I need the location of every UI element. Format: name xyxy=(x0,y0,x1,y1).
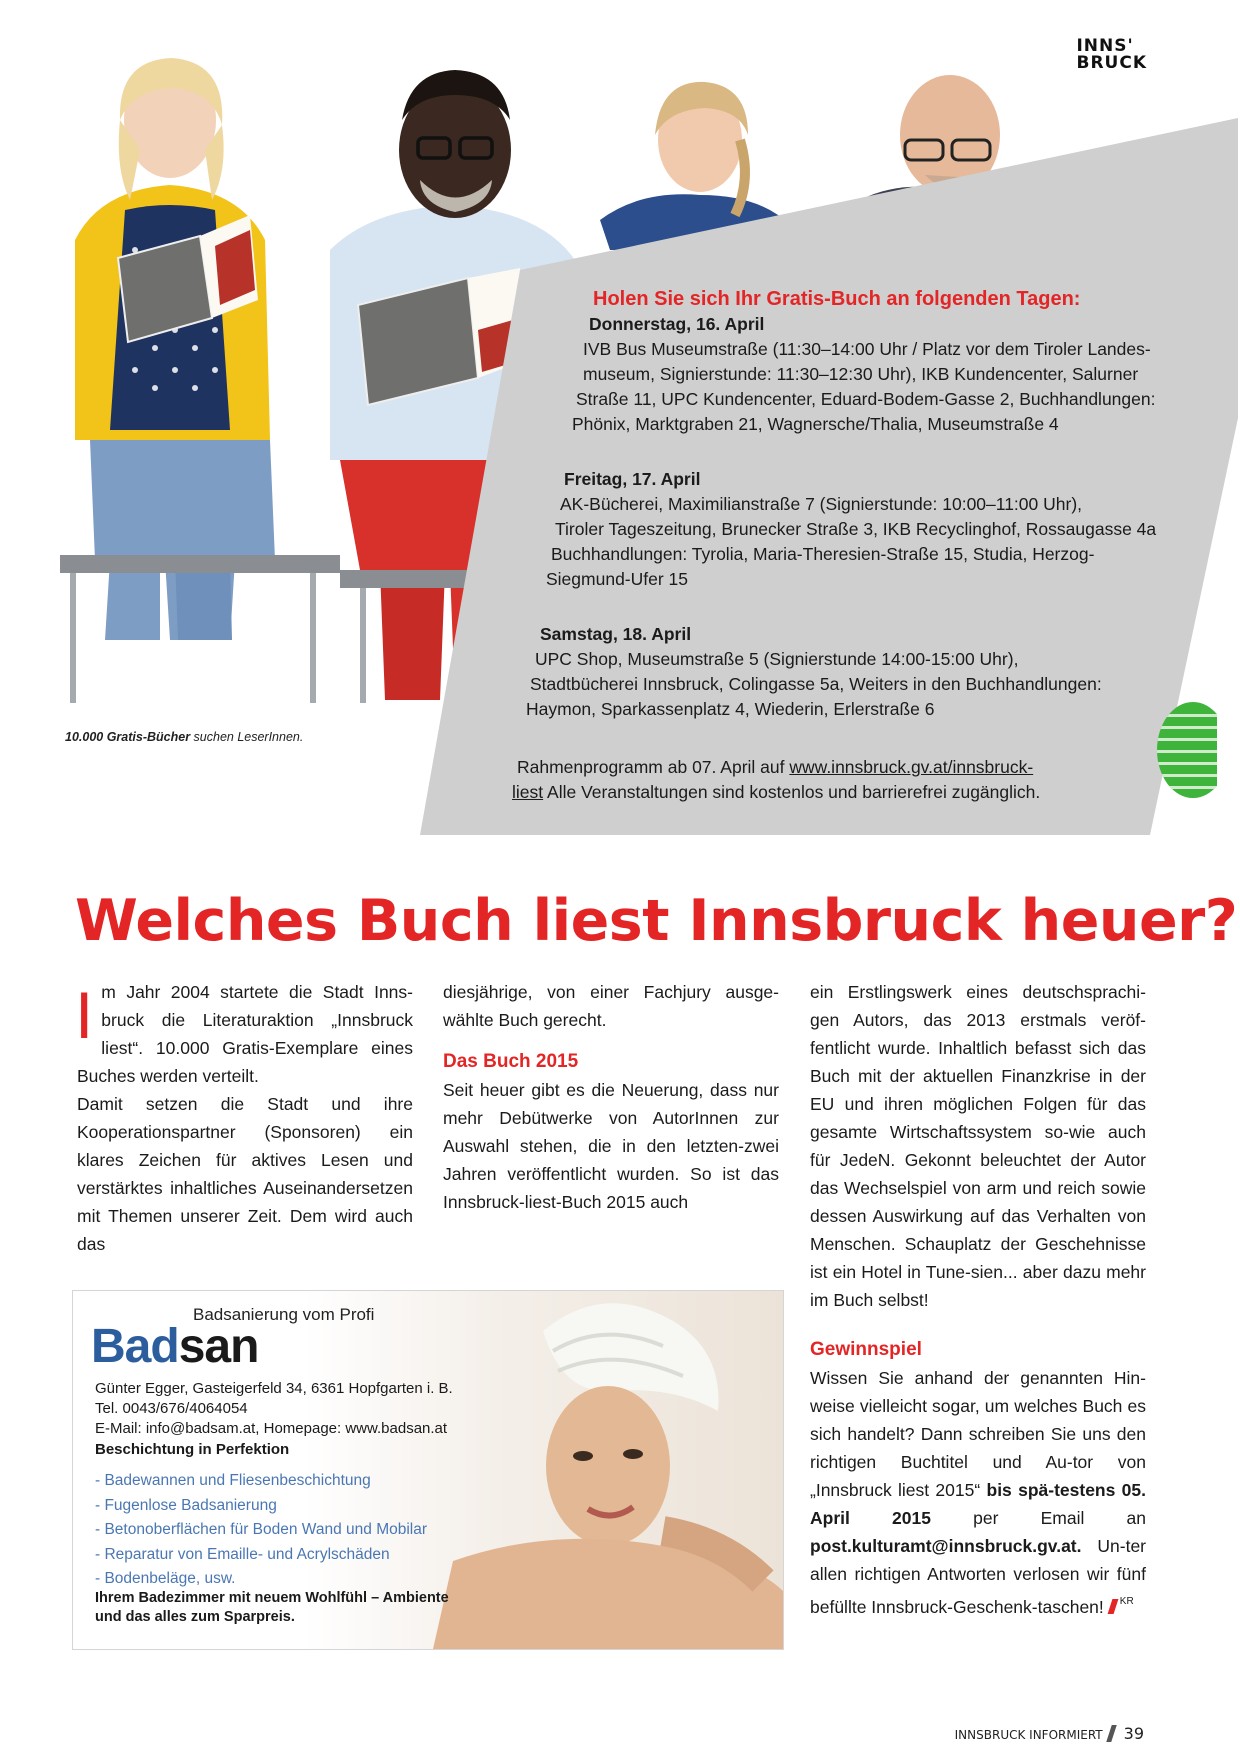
green-egg-icon xyxy=(1155,690,1217,800)
logo-line-1: INNS' xyxy=(1076,36,1134,56)
contest-email[interactable]: post.kulturamt@innsbruck.gv.at. xyxy=(810,1536,1082,1556)
ad-service-item: - Bodenbeläge, usw. xyxy=(95,1570,236,1587)
logo-line-2: BRUCK xyxy=(1076,53,1147,73)
day-line: Buchhandlungen: Tyrolia, Maria-Theresien-Straße 15, Studia, Herzog- xyxy=(551,544,1095,564)
caption-rest: suchen LeserInnen. xyxy=(190,730,304,744)
subheading-das-buch: Das Buch 2015 xyxy=(443,1051,579,1072)
ad-footer: Ihrem Badezimmer mit neuem Wohlfühl – Ambiente und das alles zum Sparpreis. xyxy=(95,1590,449,1625)
page-number: 39 xyxy=(1123,1724,1144,1743)
day-line: Haymon, Sparkassenplatz 4, Wiederin, Erlerstraße 6 xyxy=(526,699,935,719)
article-headline: Welches Buch liest Innsbruck heuer? xyxy=(75,888,1238,954)
ad-service-item: - Reparatur von Emaille- und Acrylschäden xyxy=(95,1545,390,1563)
day-line: Stadtbücherei Innsbruck, Colingasse 5a, Weiters in den Buchhandlungen: xyxy=(530,674,1102,694)
paragraph-contest: Wissen Sie anhand der genannten Hin-weise vielleicht sogar, um welches Buch es sich handelt? Dann schreiben Sie uns den richtigen Buchtitel und Au-tor von „Innsbruck liest 2015“ bis spä-testens 05. April 2015 per Email an post.kulturamt@innsbruck.gv.at. Un-ter allen richtigen Antworten verlosen wir fünf befüllte Innsbruck-Geschenk-taschen! $^{KR}$ xyxy=(810,1368,1146,1617)
paragraph: ein Erstlingswerk eines deutschsprachi-gen Autors, das 2013 erstmals veröf-fentlicht wurde. Inhaltlich befasst sich das Buch mit der aktuellen Finanzkrise in der EU und ihren möglichen Folgen für das gesamte Wirtschaftssystem so-wie auch für JedeN. Gekonnt beleuchtet der Autor das Wechselspiel von arm und reich sowie dessen Auswirkung auf das Verhalten von Menschen. Schauplatz der Geschehnisse ist ein Hotel in Tune-sien... aber dazu mehr im Buch selbst! xyxy=(810,982,1146,1310)
bench-left xyxy=(60,555,340,573)
ad-heading: Beschichtung in Perfektion xyxy=(95,1441,290,1458)
day-date: Freitag, 17. April xyxy=(564,469,701,489)
program-link[interactable]: www.innsbruck.gv.at/innsbruck- xyxy=(789,757,1034,777)
ad-service-item: - Badewannen und Fliesenbeschichtung xyxy=(95,1472,371,1489)
deadline: bis spä-testens 05. April 2015 xyxy=(810,1480,1146,1528)
day-line: Straße 11, UPC Kundencenter, Eduard-Bodem-Gasse 2, Buchhandlungen: xyxy=(576,389,1156,409)
day-line: UPC Shop, Museumstraße 5 (Signierstunde 14:00-15:00 Uhr), xyxy=(535,649,1019,669)
day-line: AK-Bücherei, Maximilianstraße 7 (Signierstunde: 10:00–11:00 Uhr), xyxy=(560,494,1083,514)
page-footer xyxy=(955,1724,1144,1743)
program-suffix: Alle Veranstaltungen sind kostenlos und barrierefrei zugänglich. xyxy=(543,782,1041,802)
day-line: museum, Signierstunde: 11:30–12:30 Uhr), IKB Kundencenter, Salurner xyxy=(583,364,1139,384)
day-line: Tiroler Tageszeitung, Brunecker Straße 3, IKB Recyclinghof, Rossaugasse 4a xyxy=(555,519,1157,539)
ad-service-item: - Betonoberflächen für Boden Wand und Mobilar xyxy=(95,1521,428,1538)
article-column-2 xyxy=(443,978,779,1216)
paragraph: diesjährige, von einer Fachjury ausge-wählte Buch gerecht. xyxy=(443,982,779,1030)
ad-address: Günter Egger, Gasteigerfeld 34, 6361 Hopfgarten i. B. xyxy=(95,1380,453,1397)
program-link-cont[interactable]: liest xyxy=(512,782,544,802)
info-panel-bg xyxy=(420,118,1238,835)
paragraph: Damit setzen die Stadt und ihre Kooperationspartner (Sponsoren) ein klares Zeichen für aktives Lesen und verstärktes inhaltliches Auseinandersetzen mit Themen unserer Zeit. Dem wird auch das xyxy=(77,1094,413,1254)
day-line: Phönix, Marktgraben 21, Wagnersche/Thalia, Museumstraße 4 xyxy=(572,414,1059,434)
day-line: Siegmund-Ufer 15 xyxy=(546,569,689,589)
publication-name: INNSBRUCK INFORMIERT xyxy=(954,1728,1103,1742)
ad-email-homepage[interactable]: E-Mail: info@badsam.at, Homepage: www.badsan.at xyxy=(95,1420,448,1437)
program-prefix: Rahmenprogramm ab 07. April auf xyxy=(517,757,790,777)
ad-phone: Tel. 0043/676/4064054 xyxy=(95,1400,248,1417)
paragraph: m Jahr 2004 startete die Stadt Inns-bruck die Literaturaktion „Innsbruck liest“. 10.000 Gratis-Exemplare eines Buches werden verteilt. xyxy=(77,982,413,1086)
ad-contact xyxy=(95,1379,453,1439)
author-signature: KR xyxy=(1119,1596,1134,1607)
subheading-gewinnspiel: Gewinnspiel xyxy=(810,1339,922,1360)
day-date: Samstag, 18. April xyxy=(540,624,692,644)
ad-service-item: - Fugenlose Badsanierung xyxy=(95,1496,277,1514)
badsan-advertisement[interactable] xyxy=(72,1290,784,1650)
reader-woman-yellow xyxy=(75,58,275,640)
day-line: IVB Bus Museumstraße (11:30–14:00 Uhr / Platz vor dem Tiroler Landes- xyxy=(583,339,1151,359)
ad-brand-logo: Badsan xyxy=(91,1320,259,1373)
ad-woman-photo xyxy=(433,1291,783,1649)
panel-heading: Holen Sie sich Ihr Gratis-Buch an folgenden Tagen: xyxy=(593,288,1081,310)
paragraph: Seit heuer gibt es die Neuerung, dass nur mehr Debütwerke von AutorInnen zur Auswahl stehen, die in den letzten-zwei Jahren veröffentlicht wurden. So ist das Innsbruck-liest-Buch 2015 auch xyxy=(443,1080,779,1212)
photo-caption xyxy=(65,730,303,744)
article-column-3 xyxy=(810,978,1146,1621)
ad-service-list xyxy=(95,1469,427,1592)
ad-tagline: Badsanierung vom Profi xyxy=(193,1305,375,1324)
innsbruck-logo xyxy=(1076,38,1147,72)
day-date: Donnerstag, 16. April xyxy=(589,314,765,334)
article-column-1 xyxy=(77,978,413,1258)
hero-section xyxy=(0,0,1240,840)
drop-cap: I xyxy=(75,980,94,1053)
caption-bold: 10.000 Gratis-Bücher xyxy=(65,730,191,744)
red-slash-icon xyxy=(1107,1599,1118,1614)
footer-divider xyxy=(1106,1725,1117,1742)
